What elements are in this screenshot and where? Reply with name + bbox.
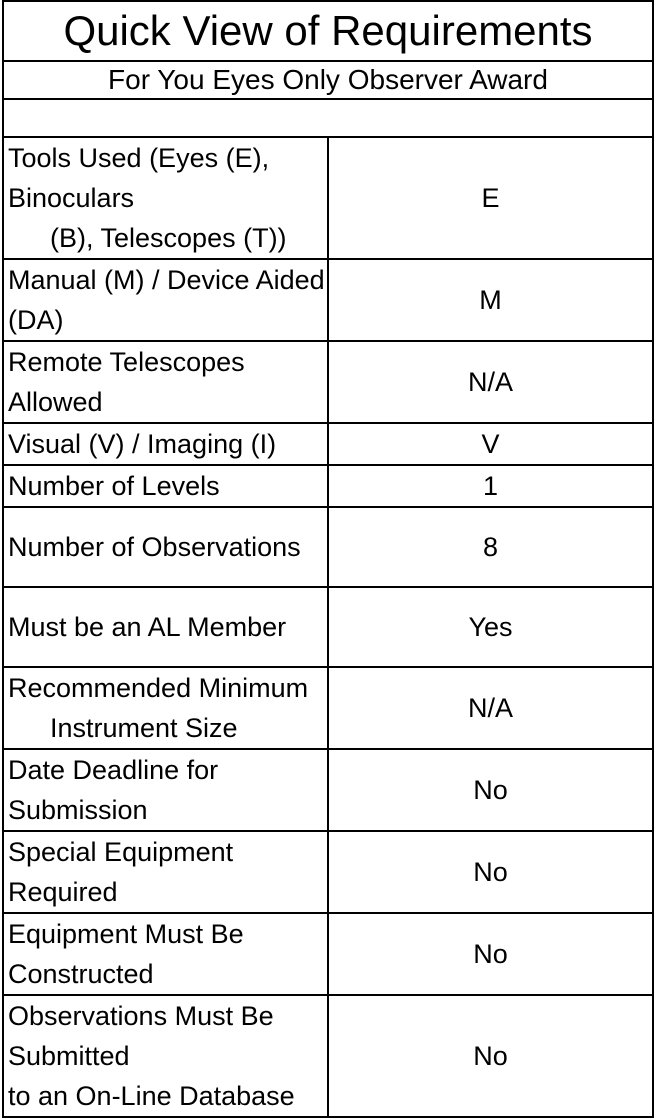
- row-label: Remote Telescopes Allowed: [3, 341, 328, 423]
- table-row: [3, 259, 653, 341]
- table-row: [3, 423, 653, 465]
- row-label: Number of Levels: [3, 465, 328, 507]
- row-label-line1: Observations Must Be Submitted: [8, 1001, 274, 1071]
- row-label: [3, 995, 328, 1117]
- row-value: E: [328, 137, 653, 259]
- table-row: [3, 137, 653, 259]
- table-row: [3, 587, 653, 667]
- row-label: Special Equipment Required: [3, 831, 328, 913]
- row-value: M: [328, 259, 653, 341]
- table-row: [3, 831, 653, 913]
- requirements-table: [2, 0, 654, 1118]
- row-label: Visual (V) / Imaging (I): [3, 423, 328, 465]
- row-label-line1: Tools Used (Eyes (E), Binoculars: [8, 143, 270, 213]
- row-value: N/A: [328, 341, 653, 423]
- requirements-sheet: [2, 0, 654, 1111]
- subtitle-row: [3, 61, 653, 99]
- row-value: No: [328, 749, 653, 831]
- row-value: 8: [328, 507, 653, 587]
- table-row: [3, 749, 653, 831]
- table-row: [3, 995, 653, 1117]
- blank-row: [3, 99, 653, 137]
- title-row: [3, 1, 653, 61]
- row-value: 1: [328, 465, 653, 507]
- row-label: Date Deadline for Submission: [3, 749, 328, 831]
- table-row: [3, 341, 653, 423]
- row-label-line1: Recommended Minimum: [8, 673, 309, 703]
- blank-cell: [3, 99, 653, 137]
- row-label: Manual (M) / Device Aided (DA): [3, 259, 328, 341]
- row-value: No: [328, 831, 653, 913]
- table-row: [3, 913, 653, 995]
- table-row: [3, 507, 653, 587]
- row-label: [3, 137, 328, 259]
- row-label: Must be an AL Member: [3, 587, 328, 667]
- row-label: Equipment Must Be Constructed: [3, 913, 328, 995]
- row-label-line2: (B), Telescopes (T)): [50, 223, 287, 253]
- row-label-line2: Instrument Size: [50, 713, 238, 743]
- row-label: Number of Observations: [3, 507, 328, 587]
- row-value: No: [328, 913, 653, 995]
- row-value: N/A: [328, 667, 653, 749]
- page-title: Quick View of Requirements: [3, 1, 653, 61]
- table-row: [3, 667, 653, 749]
- row-value: No: [328, 995, 653, 1117]
- row-value: Yes: [328, 587, 653, 667]
- award-name: For You Eyes Only Observer Award: [3, 61, 653, 99]
- row-value: V: [328, 423, 653, 465]
- row-label: [3, 667, 328, 749]
- table-row: [3, 465, 653, 507]
- row-label-line2: to an On-Line Database: [8, 1081, 295, 1111]
